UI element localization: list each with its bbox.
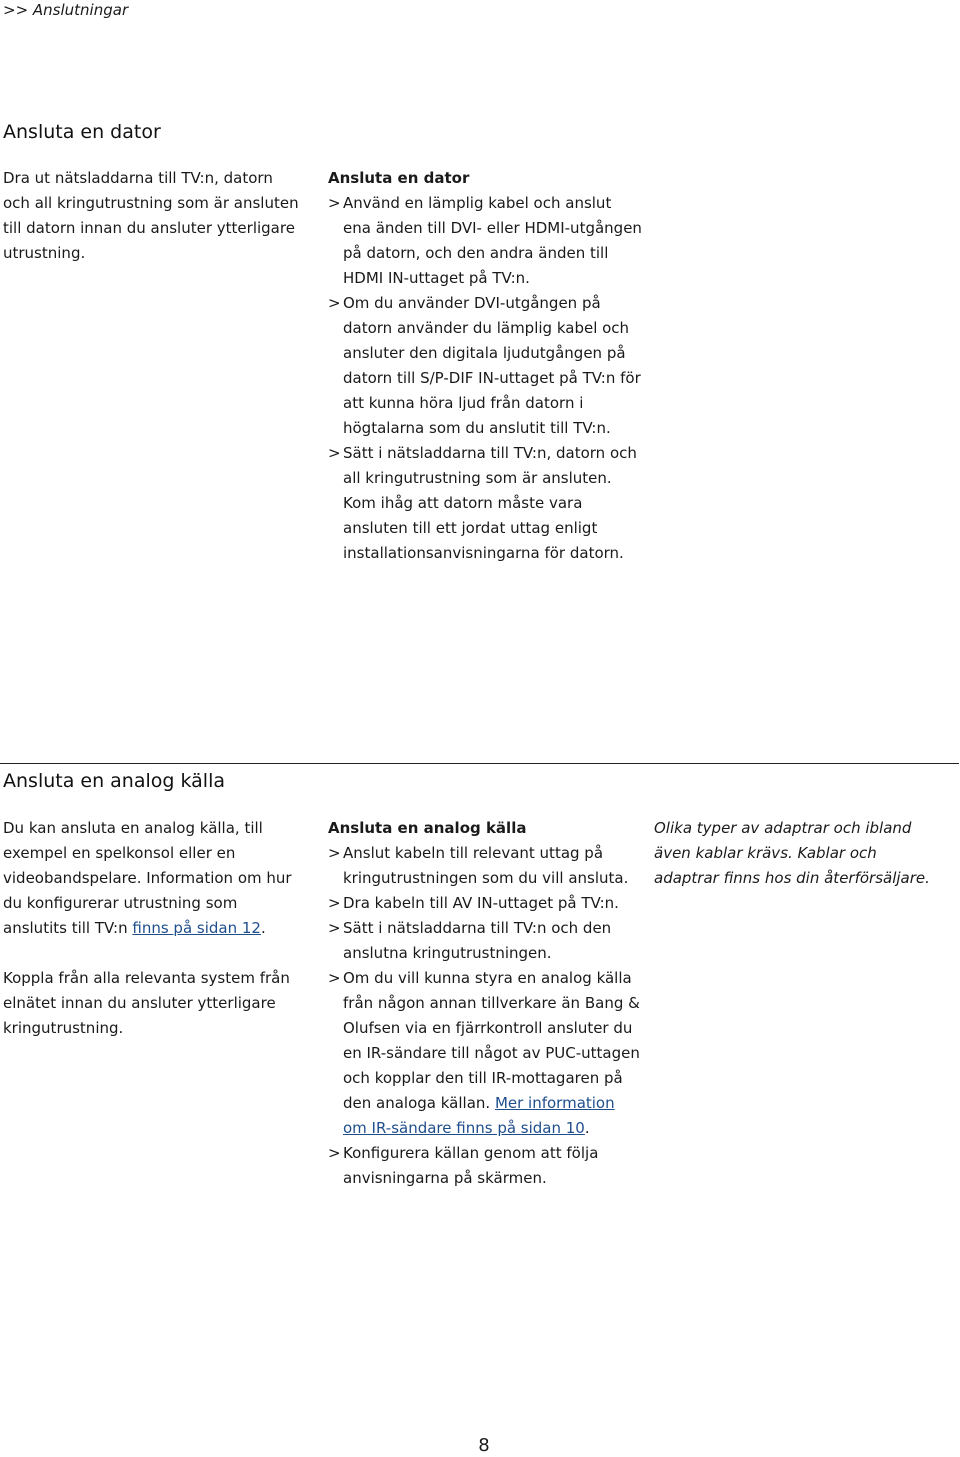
bullet-marker: > [328, 919, 341, 937]
section-title-analog-source: Ansluta en analog källa [3, 770, 226, 792]
list-item-text: Anslut kabeln till relevant uttag på kringutrustningen som du vill ansluta. [343, 844, 629, 887]
adapter-note: Olika typer av adaptrar och ibland även kablar krävs. Kablar och adaptrar finns hos din återförsäljare. [654, 819, 930, 887]
section1-intro-column [3, 166, 303, 266]
section2-note-column [654, 816, 944, 891]
list-item-text: Sätt i nätsladdarna till TV:n och den anslutna kringutrustningen. [343, 919, 612, 962]
section2-steps [328, 841, 643, 1191]
bullet-marker: > [328, 844, 341, 862]
list-item-end: . [584, 1119, 590, 1137]
section2-intro-column [3, 816, 303, 1041]
section2-subheading: Ansluta en analog källa [328, 819, 527, 837]
list-item [328, 966, 643, 1141]
page-number: 8 [478, 1435, 490, 1456]
list-item [328, 891, 643, 916]
section2-intro [3, 816, 303, 941]
list-item [328, 291, 643, 441]
section-divider [0, 763, 959, 764]
section1-steps-column [328, 166, 643, 566]
breadcrumb: >> Anslutningar [3, 1, 129, 19]
section2-steps-column [328, 816, 643, 1191]
ir-transmitter-link[interactable]: Mer information om IR-sändare finns på sidan 10 [343, 1094, 615, 1137]
list-item [328, 916, 643, 966]
list-item-text: Om du använder DVI-utgången på datorn använder du lämplig kabel och ansluter den digitala ljudutgången på datorn till S/P-DIF IN-uttaget på TV:n för att kunna höra ljud från datorn i högtalarna som du anslutit till TV:n. [343, 294, 641, 437]
bullet-marker: > [328, 194, 341, 212]
list-item [328, 441, 643, 566]
section-title-computer: Ansluta en dator [3, 121, 161, 143]
list-item-text: Konfigurera källan genom att följa anvisningarna på skärmen. [343, 1144, 599, 1187]
bullet-marker: > [328, 294, 341, 312]
section1-subheading: Ansluta en dator [328, 169, 470, 187]
bullet-marker: > [328, 894, 341, 912]
list-item [328, 191, 643, 291]
section1-steps [328, 191, 643, 566]
list-item-text: Sätt i nätsladdarna till TV:n, datorn och all kringutrustning som är ansluten. Kom ihåg att datorn måste vara ansluten till ett jordat uttag enligt installationsanvisningarna för datorn. [343, 444, 637, 562]
list-item [328, 841, 643, 891]
page-12-link[interactable]: finns på sidan 12 [132, 919, 261, 937]
list-item-text: Dra kabeln till AV IN-uttaget på TV:n. [343, 894, 619, 912]
bullet-marker: > [328, 969, 341, 987]
section2-intro-end: . [260, 919, 266, 937]
bullet-marker: > [328, 444, 341, 462]
list-item-text: Använd en lämplig kabel och anslut ena änden till DVI- eller HDMI-utgången på datorn, och den andra änden till HDMI IN-uttaget på TV:n. [343, 194, 642, 287]
section2-intro-text: Du kan ansluta en analog källa, till exempel en spelkonsol eller en videobandspelare. Information om hur du konfigurerar utrustning som anslutits till TV:n [3, 819, 292, 937]
bullet-marker: > [328, 1144, 341, 1162]
list-item [328, 1141, 643, 1191]
section1-intro: Dra ut nätsladdarna till TV:n, datorn och all kringutrustning som är ansluten till datorn innan du ansluter ytterligare utrustning. [3, 169, 299, 262]
list-item-text: Om du vill kunna styra en analog källa från någon annan tillverkare än Bang & Olufsen via en fjärrkontroll ansluter du en IR-sändare till något av PUC-uttagen och kopplar den till IR-mottagaren på den analoga källan. [343, 969, 640, 1112]
section2-intro2: Koppla från alla relevanta system från elnätet innan du ansluter ytterligare kringutrustning. [3, 969, 290, 1037]
